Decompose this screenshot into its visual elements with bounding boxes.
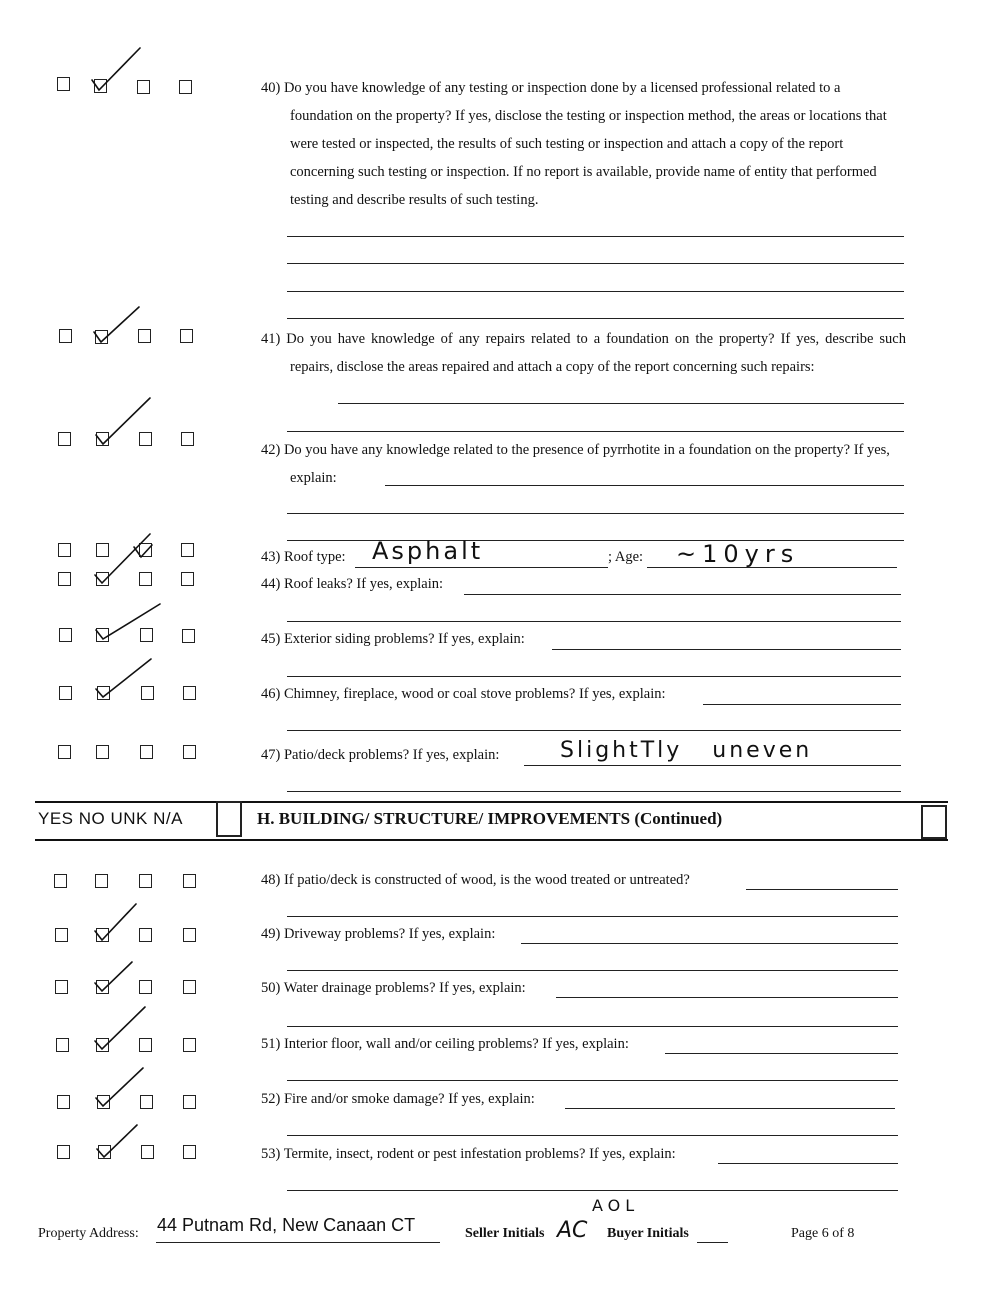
unk-checkbox-53[interactable] xyxy=(141,1145,154,1159)
no-checkbox-41[interactable] xyxy=(95,330,108,344)
unk-checkbox-49[interactable] xyxy=(139,928,152,942)
yes-checkbox-48[interactable] xyxy=(54,874,67,888)
na-checkbox-48[interactable] xyxy=(183,874,196,888)
question-43-label: 43) Roof type: xyxy=(261,549,346,565)
question-47-text: 47) Patio/deck problems? If yes, explain: xyxy=(261,747,500,763)
yes-checkbox-45[interactable] xyxy=(59,628,72,642)
unk-checkbox-41[interactable] xyxy=(138,329,151,343)
no-checkbox-44[interactable] xyxy=(96,572,109,586)
answer-line-53b[interactable] xyxy=(287,1190,898,1191)
answer-line-40b[interactable] xyxy=(287,263,904,264)
unk-checkbox-45[interactable] xyxy=(140,628,153,642)
unk-checkbox-51[interactable] xyxy=(139,1038,152,1052)
yes-checkbox-47[interactable] xyxy=(58,745,71,759)
answer-columns-header: YES NO UNK N/A xyxy=(38,809,183,828)
unk-checkbox-50[interactable] xyxy=(139,980,152,994)
unk-checkbox-47[interactable] xyxy=(140,745,153,759)
na-checkbox-49[interactable] xyxy=(183,928,196,942)
answer-line-53a[interactable] xyxy=(718,1163,898,1164)
yes-checkbox-49[interactable] xyxy=(55,928,68,942)
unk-checkbox-46[interactable] xyxy=(141,686,154,700)
patio-problem-handwritten: SlightTly uneven xyxy=(560,738,813,763)
answer-line-40d[interactable] xyxy=(287,318,904,319)
yes-checkbox-42[interactable] xyxy=(58,432,71,446)
answer-line-51b[interactable] xyxy=(287,1080,898,1081)
yes-checkbox-46[interactable] xyxy=(59,686,72,700)
unk-checkbox-52[interactable] xyxy=(140,1095,153,1109)
yes-checkbox-41[interactable] xyxy=(59,329,72,343)
roof-type-line[interactable] xyxy=(355,567,608,568)
no-checkbox-53[interactable] xyxy=(98,1145,111,1159)
no-checkbox-43[interactable] xyxy=(96,543,109,557)
question-46-text: 46) Chimney, fireplace, wood or coal stove problems? If yes, explain: xyxy=(261,686,666,702)
answer-line-44a[interactable] xyxy=(464,594,901,595)
question-42 xyxy=(261,436,906,492)
roof-type-handwritten: Asphalt xyxy=(372,537,484,565)
question-49-text: 49) Driveway problems? If yes, explain: xyxy=(261,926,496,942)
unk-checkbox-40[interactable] xyxy=(137,80,150,94)
question-44-text: 44) Roof leaks? If yes, explain: xyxy=(261,576,444,592)
no-checkbox-47[interactable] xyxy=(96,745,109,759)
answer-line-47a[interactable] xyxy=(524,765,901,766)
question-51-text: 51) Interior floor, wall and/or ceiling problems? If yes, explain: xyxy=(261,1036,629,1052)
question-52-text: 52) Fire and/or smoke damage? If yes, explain: xyxy=(261,1091,535,1107)
property-address-value: 44 Putnam Rd, New Canaan CT xyxy=(157,1215,416,1235)
yes-checkbox-50[interactable] xyxy=(55,980,68,994)
seller-initials-handwritten: AC xyxy=(557,1218,588,1243)
answer-line-48b[interactable] xyxy=(287,916,898,917)
answer-line-52a[interactable] xyxy=(565,1108,895,1109)
yes-checkbox-40[interactable] xyxy=(57,77,70,91)
property-address-label: Property Address: xyxy=(38,1226,139,1241)
question-40 xyxy=(261,74,906,214)
no-checkbox-49[interactable] xyxy=(96,928,109,942)
na-checkbox-42[interactable] xyxy=(181,432,194,446)
answer-line-40a[interactable] xyxy=(287,236,904,237)
no-checkbox-42[interactable] xyxy=(96,432,109,446)
answer-line-42b[interactable] xyxy=(287,513,904,514)
yes-checkbox-44[interactable] xyxy=(58,572,71,586)
header-end-box xyxy=(921,805,947,839)
no-checkbox-45[interactable] xyxy=(96,628,109,642)
na-checkbox-45[interactable] xyxy=(182,629,195,643)
answer-line-50a[interactable] xyxy=(556,997,898,998)
unk-checkbox-43[interactable] xyxy=(139,543,152,557)
answer-line-50b[interactable] xyxy=(287,1026,898,1027)
answer-line-46a[interactable] xyxy=(703,704,901,705)
roof-age-label: ; Age: xyxy=(608,549,644,565)
yes-checkbox-51[interactable] xyxy=(56,1038,69,1052)
question-48-text: 48) If patio/deck is constructed of wood, is the wood treated or untreated? xyxy=(261,872,690,888)
yes-checkbox-43[interactable] xyxy=(58,543,71,557)
answer-line-44b[interactable] xyxy=(287,621,901,622)
answer-line-49b[interactable] xyxy=(287,970,898,971)
answer-line-41b[interactable] xyxy=(287,431,904,432)
na-checkbox-43[interactable] xyxy=(181,543,194,557)
buyer-initials-label: Buyer Initials xyxy=(607,1226,689,1241)
na-checkbox-47[interactable] xyxy=(183,745,196,759)
answer-line-46b[interactable] xyxy=(287,730,901,731)
question-42-text: 42) Do you have any knowledge related to the presence of pyrrhotite in a foundation on the property? If yes, explain: xyxy=(261,442,890,486)
na-checkbox-46[interactable] xyxy=(183,686,196,700)
answer-line-42a[interactable] xyxy=(385,485,904,486)
unk-checkbox-42[interactable] xyxy=(139,432,152,446)
answer-line-51a[interactable] xyxy=(665,1053,898,1054)
seller-initials-label: Seller Initials xyxy=(465,1226,545,1241)
na-checkbox-51[interactable] xyxy=(183,1038,196,1052)
question-41-text: 41) Do you have knowledge of any repairs related to a foundation on the property? If yes, describe such repairs, disclose the areas repaired and attach a copy of the report concerning such repairs: xyxy=(261,331,906,375)
question-41 xyxy=(261,325,906,381)
answer-line-48a[interactable] xyxy=(746,889,898,890)
answer-line-47b[interactable] xyxy=(287,791,901,792)
header-divider-box xyxy=(216,801,242,837)
no-checkbox-51[interactable] xyxy=(96,1038,109,1052)
no-checkbox-52[interactable] xyxy=(97,1095,110,1109)
yes-checkbox-53[interactable] xyxy=(57,1145,70,1159)
buyer-initials-line[interactable] xyxy=(697,1242,728,1243)
na-checkbox-50[interactable] xyxy=(183,980,196,994)
no-checkbox-40[interactable] xyxy=(94,79,107,93)
question-50-text: 50) Water drainage problems? If yes, explain: xyxy=(261,980,526,996)
roof-age-handwritten: ~10yrs xyxy=(676,540,800,568)
question-53-text: 53) Termite, insect, rodent or pest infestation problems? If yes, explain: xyxy=(261,1146,676,1162)
buyer-initials-handwritten: AOL xyxy=(592,1196,640,1215)
answer-line-45a[interactable] xyxy=(552,649,901,650)
question-40-text: 40) Do you have knowledge of any testing or inspection done by a licensed professional related to a foundation on the property? If yes, disclose the testing or inspection method, the areas or locations that were tested or inspected, the results of such testing or inspection and attach a copy of the report concerning such testing or inspection. If no report is available, provide name of entity that performed testing and describe results of such testing. xyxy=(261,80,887,208)
answer-line-40c[interactable] xyxy=(287,291,904,292)
section-title: H. BUILDING/ STRUCTURE/ IMPROVEMENTS (Continued) xyxy=(257,809,723,828)
na-checkbox-44[interactable] xyxy=(181,572,194,586)
answer-line-45b[interactable] xyxy=(287,676,901,677)
property-address-line[interactable] xyxy=(156,1242,440,1243)
answer-line-49a[interactable] xyxy=(521,943,898,944)
na-checkbox-40[interactable] xyxy=(179,80,192,94)
yes-checkbox-52[interactable] xyxy=(57,1095,70,1109)
no-checkbox-50[interactable] xyxy=(96,980,109,994)
page-number: Page 6 of 8 xyxy=(791,1226,855,1241)
no-checkbox-48[interactable] xyxy=(95,874,108,888)
question-45-text: 45) Exterior siding problems? If yes, explain: xyxy=(261,631,525,647)
answer-line-41a[interactable] xyxy=(338,403,904,404)
unk-checkbox-48[interactable] xyxy=(139,874,152,888)
unk-checkbox-44[interactable] xyxy=(139,572,152,586)
no-checkbox-46[interactable] xyxy=(97,686,110,700)
na-checkbox-52[interactable] xyxy=(183,1095,196,1109)
na-checkbox-53[interactable] xyxy=(183,1145,196,1159)
na-checkbox-41[interactable] xyxy=(180,329,193,343)
answer-line-52b[interactable] xyxy=(287,1135,898,1136)
